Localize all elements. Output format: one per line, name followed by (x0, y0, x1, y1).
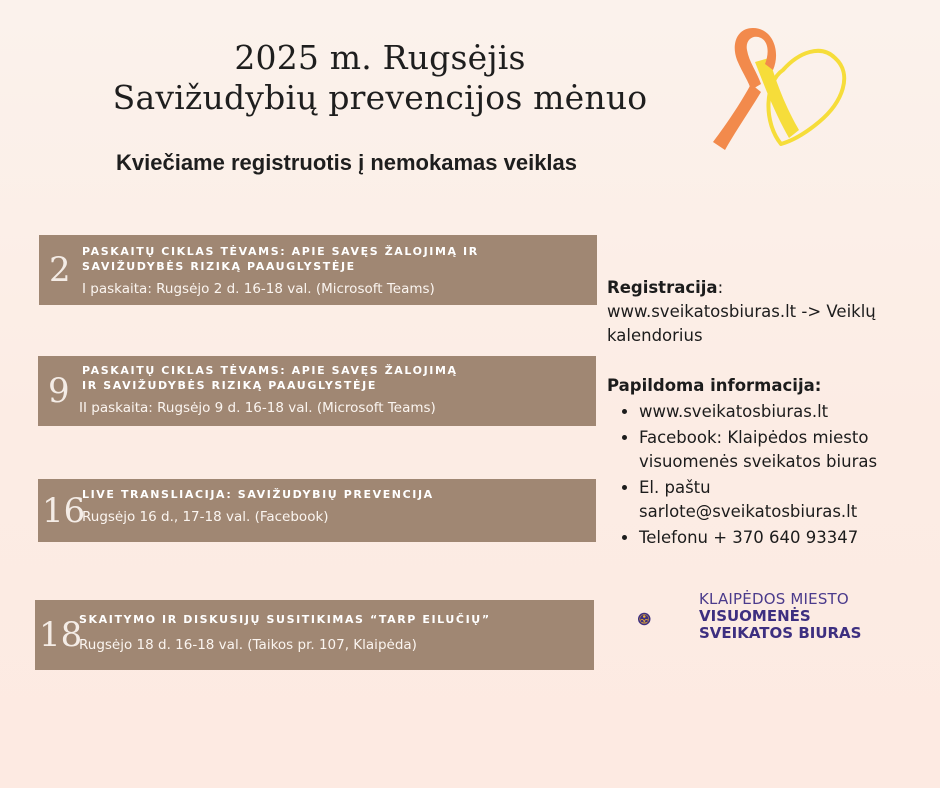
registration-link-cont: kalendorius (607, 326, 703, 345)
event-title: PASKAITŲ CIKLAS TĖVAMS: APIE SAVĘS ŽALOJIMĄ IR SAVIŽUDYBĖS RIZIKĄ PAAUGLYSTĖJE (82, 245, 479, 273)
event-day: 16 (42, 490, 86, 531)
event-detail: Rugsėjo 18 d. 16-18 val. (Taikos pr. 107, Klaipėda) (79, 637, 417, 653)
more-info-label: Papildoma informacija: (607, 376, 822, 395)
event-card-18 (35, 600, 594, 670)
event-card-9 (38, 356, 596, 426)
list-item: • Telefonu + 370 640 93347 (639, 526, 940, 550)
event-detail: II paskaita: Rugsėjo 9 d. 16-18 val. (Microsoft Teams) (79, 400, 436, 416)
event-day: 18 (39, 615, 83, 655)
logo-line-1: KLAIPĖDOS MIESTO (699, 590, 849, 608)
list-item[interactable]: • El. paštu sarlote@sveikatosbiuras.lt (639, 476, 940, 524)
registration-label: Registracija (607, 278, 718, 297)
title-line-1: 2025 m. Rugsėjis (234, 38, 526, 77)
awareness-ribbon-heart-icon (703, 22, 863, 154)
page-subtitle: Kviečiame registruotis į nemokamas veiklas (116, 150, 578, 175)
registration-link[interactable]: www.sveikatosbiuras.lt -> Veiklų (607, 302, 876, 321)
logo-text (699, 591, 861, 642)
event-card-16 (38, 479, 596, 542)
people-circle-icon (637, 590, 697, 648)
event-detail: Rugsėjo 16 d., 17-18 val. (Facebook) (82, 509, 329, 525)
logo-line-2: VISUOMENĖS (699, 607, 811, 625)
event-card-2 (39, 235, 597, 305)
event-title: SKAITYMO IR DISKUSIJŲ SUSITIKIMAS “TARP EILUČIŲ” (79, 613, 491, 626)
event-day: 9 (48, 371, 70, 411)
event-day: 2 (49, 250, 71, 290)
title-line-2: Savižudybių prevencijos mėnuo (112, 78, 648, 117)
event-title: PASKAITŲ CIKLAS TĖVAMS: APIE SAVĘS ŽALOJIMĄ IR SAVIŽUDYBĖS RIZIKĄ PAAUGLYSTĖJE (82, 364, 458, 392)
more-info-list (615, 400, 940, 552)
event-title: LIVE TRANSLIACIJA: SAVIŽUDYBIŲ PREVENCIJA (82, 488, 434, 501)
page-title (0, 38, 760, 118)
registration-block: Registracija: www.sveikatosbiuras.lt -> Veiklų kalendorius (607, 276, 937, 348)
logo-line-3: SVEIKATOS BIURAS (699, 624, 862, 642)
list-item[interactable]: • Facebook: Klaipėdos miesto visuomenės sveikatos biuras (639, 426, 940, 474)
list-item[interactable]: • www.sveikatosbiuras.lt (639, 400, 940, 424)
event-detail: I paskaita: Rugsėjo 2 d. 16-18 val. (Microsoft Teams) (82, 281, 435, 297)
